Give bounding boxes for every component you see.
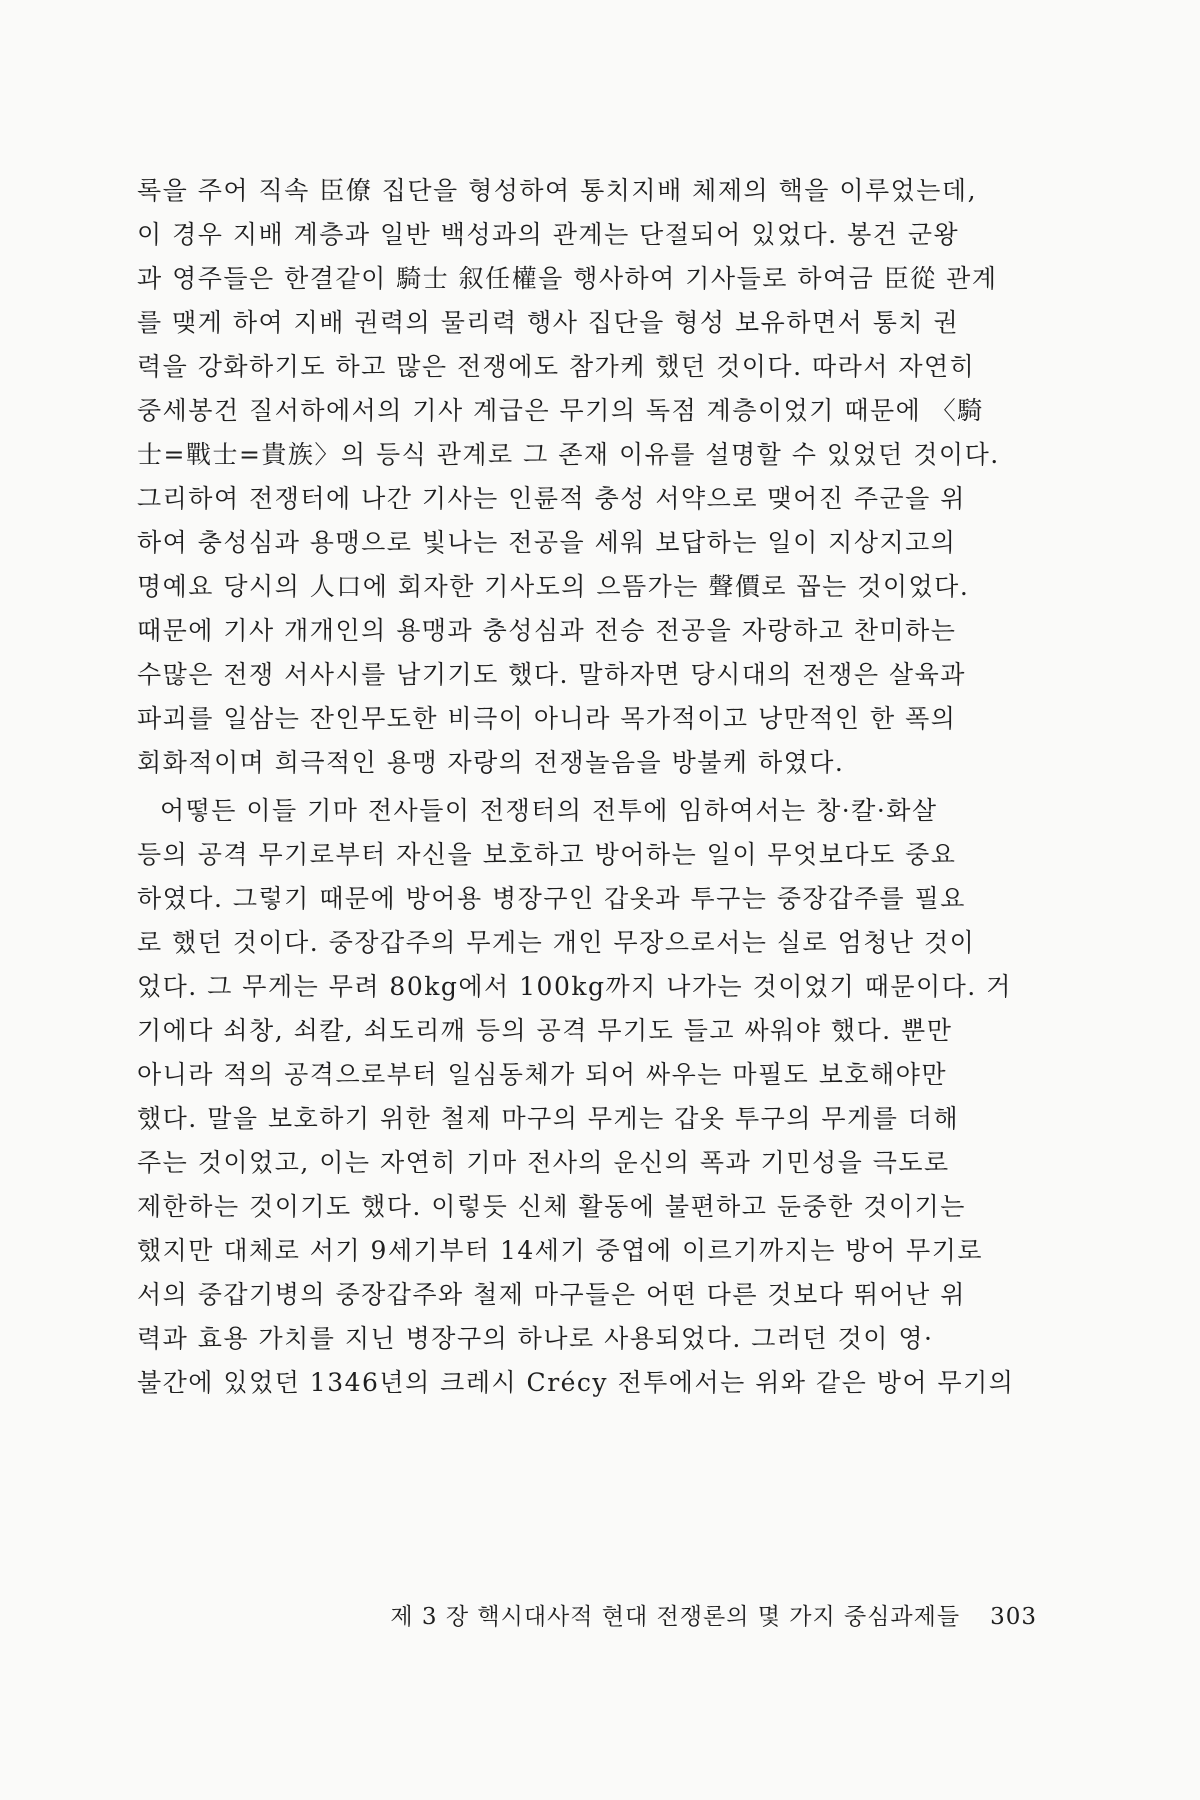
text-line: 파괴를 일삼는 잔인무도한 비극이 아니라 목가적이고 낭만적인 한 폭의 bbox=[137, 704, 957, 733]
page-footer bbox=[137, 1600, 1037, 1634]
text-line: 아니라 적의 공격으로부터 일심동체가 되어 싸우는 마필도 보호해야만 bbox=[137, 1060, 947, 1089]
text-line: 제한하는 것이기도 했다. 이렇듯 신체 활동에 불편하고 둔중한 것이기는 bbox=[137, 1192, 966, 1221]
text-line: 등의 공격 무기로부터 자신을 보호하고 방어하는 일이 무엇보다도 중요 bbox=[137, 840, 957, 869]
text-line: 회화적이며 희극적인 용맹 자랑의 전쟁놀음을 방불케 하였다. bbox=[137, 748, 845, 777]
text-line: 서의 중갑기병의 중장갑주와 철제 마구들은 어떤 다른 것보다 뛰어난 위 bbox=[137, 1280, 966, 1309]
text-line: 로 했던 것이다. 중장갑주의 무게는 개인 무장으로서는 실로 엄청난 것이 bbox=[137, 928, 976, 957]
text-line: 불간에 있었던 1346년의 크레시 Crécy 전투에서는 위와 같은 방어 무기의 bbox=[137, 1368, 1015, 1397]
page-number: 303 bbox=[990, 1604, 1037, 1630]
text-line: 를 맺게 하여 지배 권력의 물리력 행사 집단을 형성 보유하면서 통치 권 bbox=[137, 308, 960, 337]
text-line: 주는 것이었고, 이는 자연히 기마 전사의 운신의 폭과 기민성을 극도로 bbox=[137, 1148, 950, 1177]
text-line: 그리하여 전쟁터에 나간 기사는 인륜적 충성 서약으로 맺어진 주군을 위 bbox=[137, 484, 966, 513]
text-line: 수많은 전쟁 서사시를 남기기도 했다. 말하자면 당시대의 전쟁은 살육과 bbox=[137, 660, 966, 689]
text-line: 록을 주어 직속 臣僚 집단을 형성하여 통치지배 체제의 핵을 이루었는데, bbox=[137, 176, 978, 205]
running-chapter-title: 제 3 장 핵시대사적 현대 전쟁론의 몇 가지 중심과제들 bbox=[390, 1604, 961, 1630]
text-line: 력을 강화하기도 하고 많은 전쟁에도 참가케 했던 것이다. 따라서 자연히 bbox=[137, 352, 976, 381]
text-line: 士=戰士=貴族〉의 등식 관계로 그 존재 이유를 설명할 수 있었던 것이다. bbox=[137, 440, 1000, 469]
text-line: 때문에 기사 개개인의 용맹과 충성심과 전승 전공을 자랑하고 찬미하는 bbox=[137, 616, 957, 645]
text-line: 기에다 쇠창, 쇠칼, 쇠도리깨 등의 공격 무기도 들고 싸워야 했다. 뿐만 bbox=[137, 1016, 953, 1045]
text-line: 력과 효용 가치를 지닌 병장구의 하나로 사용되었다. 그러던 것이 영· bbox=[137, 1324, 934, 1353]
text-line: 중세봉건 질서하에서의 기사 계급은 무기의 독점 계층이었기 때문에 〈騎 bbox=[137, 396, 984, 425]
text-line: 이 경우 지배 계층과 일반 백성과의 관계는 단절되어 있었다. 봉건 군왕 bbox=[137, 220, 960, 249]
text-line: 하여 충성심과 용맹으로 빛나는 전공을 세워 보답하는 일이 지상지고의 bbox=[137, 528, 957, 557]
paragraph-first-line: 어떻든 이들 기마 전사들이 전쟁터의 전투에 임하여서는 창·칼·화살 bbox=[160, 796, 938, 825]
text-line: 과 영주들은 한결같이 騎士 叙任權을 행사하여 기사들로 하여금 臣從 관계 bbox=[137, 264, 998, 293]
text-line: 했다. 말을 보호하기 위한 철제 마구의 무게는 갑옷 투구의 무게를 더해 bbox=[137, 1104, 960, 1133]
text-line: 했지만 대체로 서기 9세기부터 14세기 중엽에 이르기까지는 방어 무기로 bbox=[137, 1236, 983, 1265]
text-line: 었다. 그 무게는 무려 80kg에서 100kg까지 나가는 것이었기 때문이다. 거 bbox=[137, 972, 1012, 1001]
text-line: 명예요 당시의 人口에 회자한 기사도의 으뜸가는 聲價로 꼽는 것이었다. bbox=[137, 572, 970, 601]
text-line: 하였다. 그렇기 때문에 방어용 병장구인 갑옷과 투구는 중장갑주를 필요 bbox=[137, 884, 966, 913]
